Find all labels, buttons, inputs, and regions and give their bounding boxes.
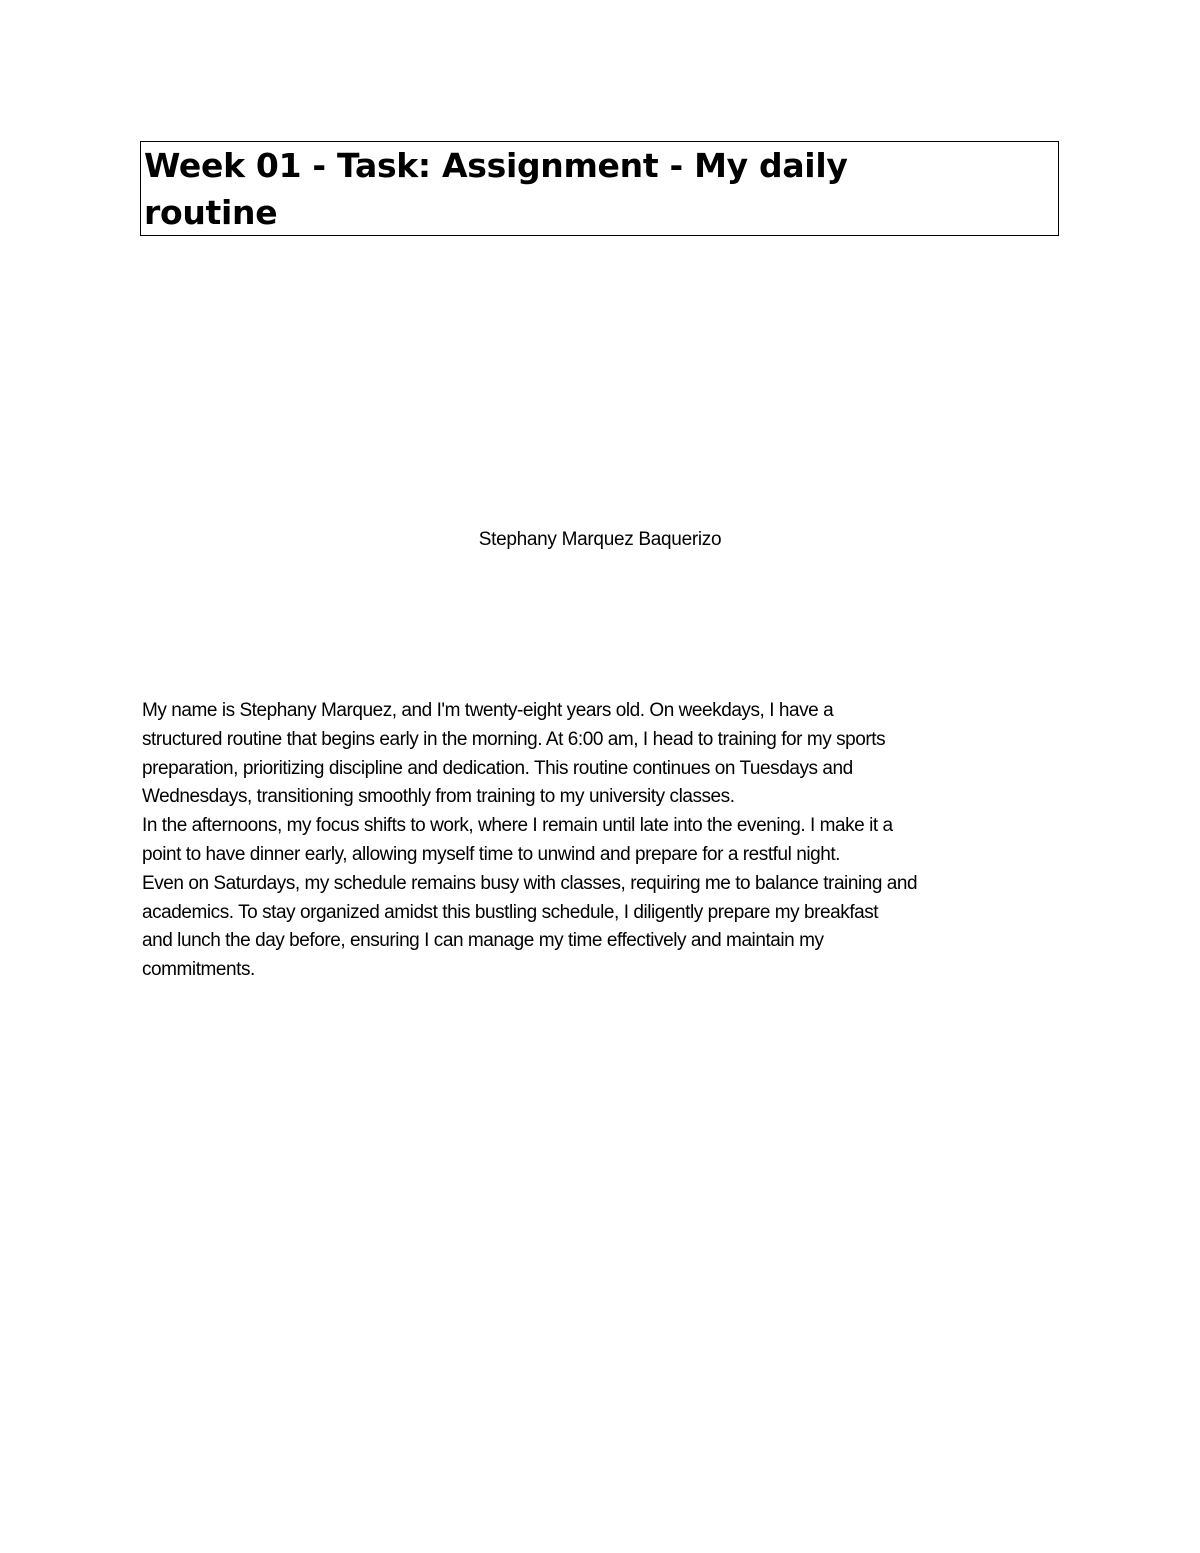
title-box xyxy=(140,141,1059,236)
body-line: Even on Saturdays, my schedule remains busy with classes, requiring me to balance training and xyxy=(142,872,918,894)
title-line: Week 01 - Task: Assignment - My daily xyxy=(144,146,848,185)
title-line: routine xyxy=(144,193,278,232)
body-line: commitments. xyxy=(142,959,255,981)
body-line: Wednesdays, transitioning smoothly from training to my university classes. xyxy=(142,786,735,808)
body-line: preparation, prioritizing discipline and dedication. This routine continues on Tuesdays and xyxy=(142,757,853,779)
body-line: structured routine that begins early in the morning. At 6:00 am, I head to training for my sports xyxy=(142,728,886,750)
body-paragraph xyxy=(142,697,917,985)
author-name: Stephany Marquez Baquerizo xyxy=(478,529,722,550)
body-line: My name is Stephany Marquez, and I'm twenty-eight years old. On weekdays, I have a xyxy=(142,700,834,721)
body-line: point to have dinner early, allowing myself time to unwind and prepare for a restful night. xyxy=(142,843,840,865)
body-line: and lunch the day before, ensuring I can manage my time effectively and maintain my xyxy=(142,930,824,952)
document-title xyxy=(141,142,1058,236)
body-line: academics. To stay organized amidst this bustling schedule, I diligently prepare my breakfast xyxy=(142,901,879,923)
body-line: In the afternoons, my focus shifts to work, where I remain until late into the evening. I make it a xyxy=(142,815,893,837)
